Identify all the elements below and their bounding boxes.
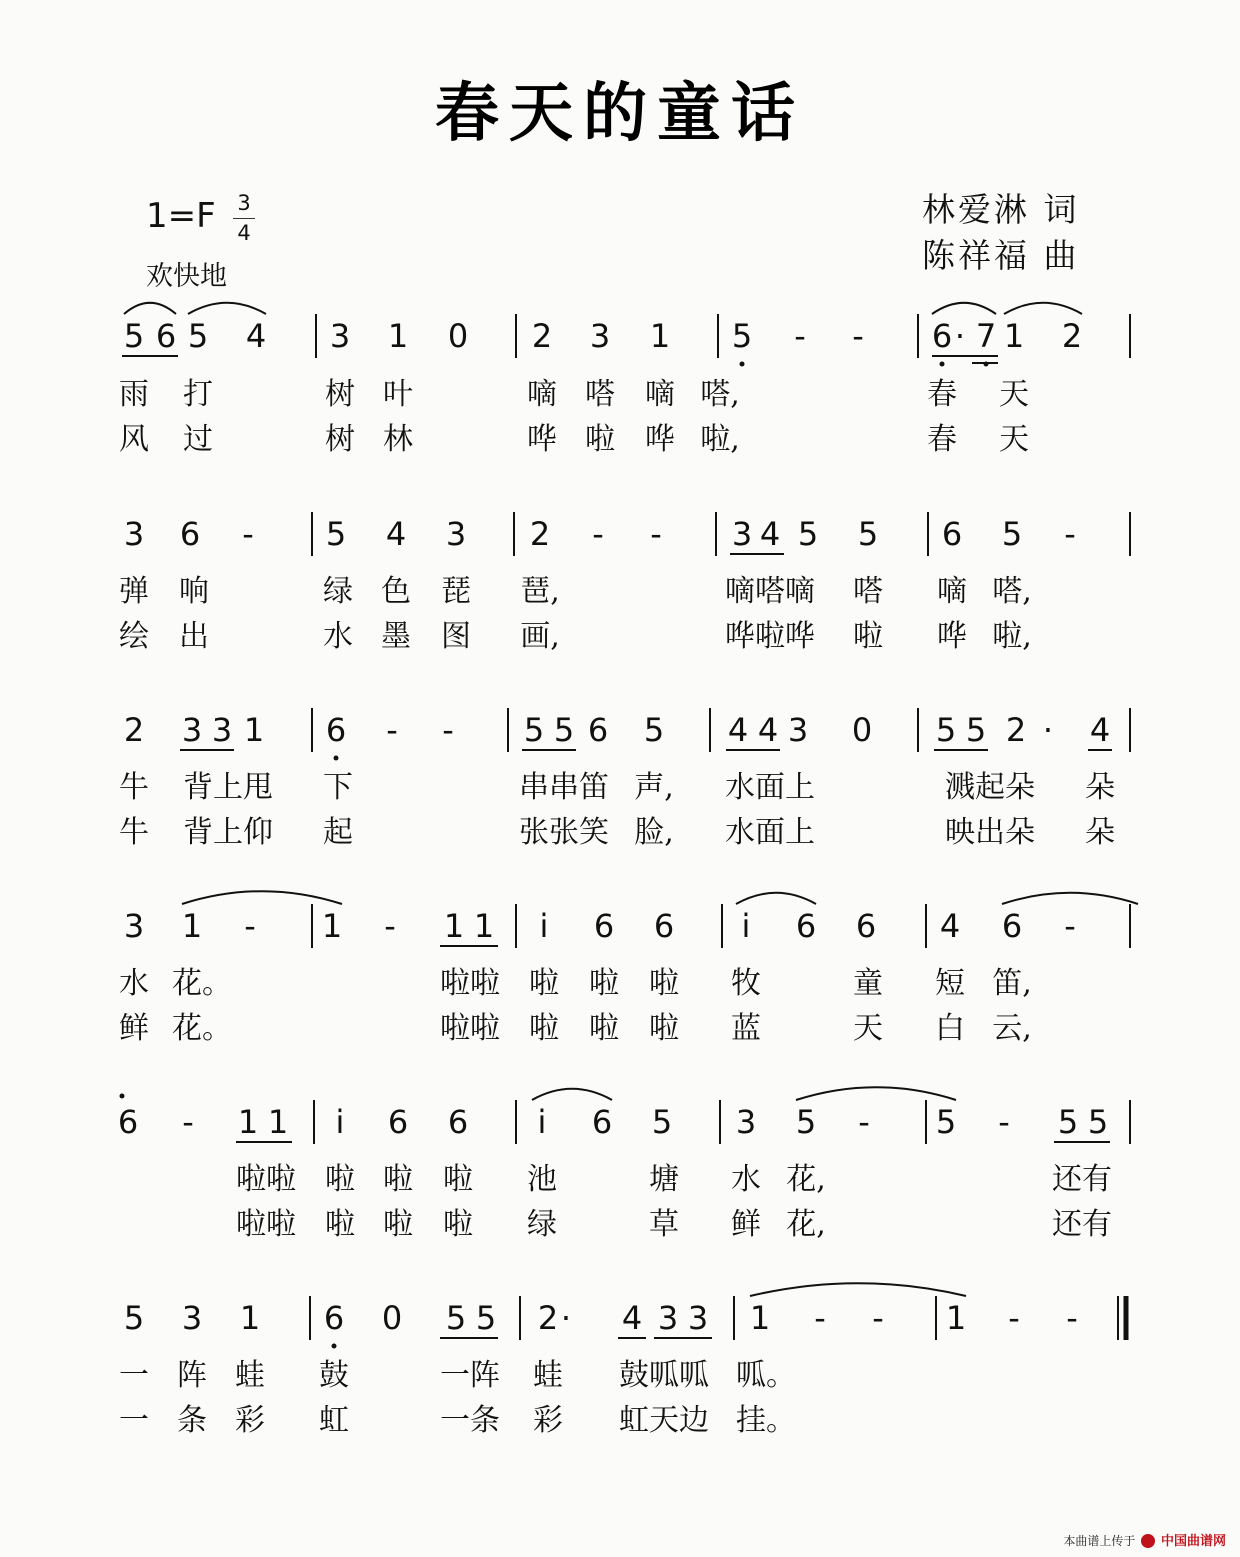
note: i — [537, 1103, 547, 1141]
lyric-verse2: 起 — [323, 815, 353, 850]
lyric-verse1: 春 — [927, 377, 957, 412]
lyric-verse1: 雨 — [119, 377, 149, 412]
lyric-verse2: 过 — [183, 422, 213, 457]
upload-footer — [1063, 1530, 1226, 1549]
note: 5 — [857, 515, 879, 553]
lyric-verse1: 琶, — [520, 574, 560, 609]
note: 3 — [181, 711, 203, 749]
meter-bottom: 4 — [237, 221, 251, 245]
lyric-verse2: 绿 — [527, 1207, 557, 1242]
note: 2 — [1005, 711, 1027, 749]
lyric-verse1: 朵 — [1085, 770, 1115, 805]
note: 5 — [445, 1299, 467, 1337]
lyric-verse1: 啦 — [325, 1162, 355, 1197]
lyric-verse1: 天 — [999, 377, 1029, 412]
lyric-verse2: 水 — [323, 619, 353, 654]
lyric-verse1: 牧 — [731, 966, 761, 1001]
note: - — [244, 907, 256, 945]
note: - — [794, 317, 806, 355]
note: 5 — [797, 515, 819, 553]
note: - — [1066, 1299, 1078, 1337]
note: 1 — [1003, 317, 1025, 355]
low-octave-dot — [740, 362, 745, 367]
note: · — [1042, 711, 1054, 749]
lyric-verse1: 还有 — [1052, 1162, 1112, 1197]
lyric-verse2: 映出朵 — [945, 815, 1035, 850]
note: 3 — [787, 711, 809, 749]
note: 5 — [475, 1299, 497, 1337]
lyric-verse2: 白 — [935, 1011, 965, 1046]
lyric-verse2: 蓝 — [731, 1011, 761, 1046]
lyric-verse1: 啦 — [383, 1162, 413, 1197]
note: 4 — [385, 515, 407, 553]
note: 6 — [323, 1299, 345, 1337]
lyricist-credit: 林爱淋 词 — [922, 190, 1080, 229]
lyric-verse2: 啦 — [325, 1207, 355, 1242]
lyric-verse1: 水面上 — [725, 770, 815, 805]
lyric-verse2: 画, — [520, 619, 560, 654]
note: i — [539, 907, 549, 945]
note: 6 — [1001, 907, 1023, 945]
lyric-verse2: 花。 — [172, 1011, 232, 1046]
note: 3 — [329, 317, 351, 355]
lyric-verse1: 嗒 — [853, 574, 883, 609]
lyric-verse1: 啦 — [529, 966, 559, 1001]
slur — [932, 303, 996, 314]
slur — [1004, 303, 1082, 314]
note: 3 — [123, 515, 145, 553]
lyric-verse2: 云, — [992, 1011, 1032, 1046]
lyric-verse2: 绘 — [119, 619, 149, 654]
note: 5 — [123, 1299, 145, 1337]
lyric-verse2: 啦 — [853, 619, 883, 654]
slur — [736, 893, 816, 904]
note: 2 — [529, 515, 551, 553]
note: 4 — [757, 711, 779, 749]
time-signature — [233, 190, 255, 247]
note: 5 — [123, 317, 145, 355]
note: - — [998, 1103, 1010, 1141]
note: 6 — [155, 317, 177, 355]
note: - — [386, 711, 398, 749]
note: 5 — [935, 1103, 957, 1141]
note: 3 — [657, 1299, 679, 1337]
footer-text: 本曲谱上传于 — [1063, 1534, 1136, 1548]
note: 2 — [1061, 317, 1083, 355]
note: 1 — [243, 711, 265, 749]
lyric-verse2: 鲜 — [731, 1207, 761, 1242]
note: - — [814, 1299, 826, 1337]
composer-credit: 陈祥福 曲 — [922, 236, 1080, 275]
slur — [750, 1283, 966, 1296]
note: 4 — [621, 1299, 643, 1337]
note: 6 — [179, 515, 201, 553]
lyric-verse1: 串串笛 — [519, 770, 609, 805]
note: 1 — [473, 907, 495, 945]
lyric-verse1: 啦啦 — [440, 966, 500, 1001]
lyric-verse2: 哗 — [645, 422, 675, 457]
note: 1 — [181, 907, 203, 945]
lyric-verse1: 阵 — [177, 1358, 207, 1393]
lyric-verse2: 啦, — [992, 619, 1032, 654]
note: 0 — [851, 711, 873, 749]
note: 4 — [939, 907, 961, 945]
note: - — [1008, 1299, 1020, 1337]
lyric-verse1: 绿 — [323, 574, 353, 609]
note: 3 — [445, 515, 467, 553]
note: - — [384, 907, 396, 945]
note: 6 — [447, 1103, 469, 1141]
lyric-verse1: 嗒 — [585, 377, 615, 412]
note: 1 — [749, 1299, 771, 1337]
lyric-verse2: 条 — [177, 1403, 207, 1438]
lyric-verse2: 啦 — [589, 1011, 619, 1046]
slur — [1002, 893, 1138, 904]
note: - — [242, 515, 254, 553]
lyric-verse1: 树 — [325, 377, 355, 412]
lyric-verse2: 天 — [853, 1011, 883, 1046]
lyric-verse2: 啦 — [443, 1207, 473, 1242]
lyric-verse1: 琵 — [441, 574, 471, 609]
lyric-verse1: 打 — [183, 377, 213, 412]
note: 6 — [587, 711, 609, 749]
note: - — [592, 515, 604, 553]
lyric-verse1: 水 — [119, 966, 149, 1001]
note: 1 — [237, 1103, 259, 1141]
lyric-verse2: 啦啦 — [236, 1207, 296, 1242]
note: 3 — [123, 907, 145, 945]
lyric-verse1: 背上甩 — [183, 770, 273, 805]
note: 5 — [1057, 1103, 1079, 1141]
key-signature: 1=F — [146, 196, 216, 236]
lyric-verse2: 啦 — [383, 1207, 413, 1242]
lyric-verse1: 一阵 — [440, 1358, 500, 1393]
lyric-verse2: 朵 — [1085, 815, 1115, 850]
lyric-verse2: 林 — [383, 422, 413, 457]
lyric-verse1: 啦啦 — [236, 1162, 296, 1197]
note: 5 — [651, 1103, 673, 1141]
note: 1 — [443, 907, 465, 945]
lyric-verse1: 弹 — [119, 574, 149, 609]
lyric-verse1: 池 — [527, 1162, 557, 1197]
lyric-verse1: 蛙 — [533, 1358, 563, 1393]
note: 5 — [731, 317, 753, 355]
lyric-verse1: 色 — [381, 574, 411, 609]
note: 5 — [553, 711, 575, 749]
note: - — [852, 317, 864, 355]
note: 5 — [1001, 515, 1023, 553]
lyric-verse1: 笛, — [992, 966, 1032, 1001]
lyric-verse1: 嘀嗒嘀 — [725, 574, 815, 609]
note: 3 — [589, 317, 611, 355]
lyric-verse1: 一 — [119, 1358, 149, 1393]
lyric-verse1: 花, — [786, 1162, 826, 1197]
note: 6 — [795, 907, 817, 945]
note: 4 — [727, 711, 749, 749]
note: 6 — [593, 907, 615, 945]
lyric-verse2: 挂。 — [736, 1403, 796, 1438]
lyric-verse1: 溅起朵 — [945, 770, 1035, 805]
lyric-verse2: 张张笑 — [519, 815, 609, 850]
lyric-verse2: 水面上 — [725, 815, 815, 850]
lyric-verse1: 花。 — [172, 966, 232, 1001]
lyric-verse2: 虹天边 — [619, 1403, 709, 1438]
note: - — [182, 1103, 194, 1141]
note: 6 — [591, 1103, 613, 1141]
note: i — [335, 1103, 345, 1141]
low-octave-dot — [940, 362, 945, 367]
slur — [124, 303, 176, 314]
note: 3 — [735, 1103, 757, 1141]
note: 4 — [1089, 711, 1111, 749]
site-brand: 中国曲谱网 — [1160, 1534, 1226, 1549]
lyric-verse2: 啦 — [585, 422, 615, 457]
lyric-verse2: 脸, — [634, 815, 674, 850]
lyric-verse2: 哗 — [937, 619, 967, 654]
lyric-verse2: 花, — [786, 1207, 826, 1242]
high-octave-dot — [120, 1094, 125, 1099]
tempo-marking: 欢快地 — [146, 261, 227, 292]
lyric-verse2: 彩 — [235, 1403, 265, 1438]
note: 1 — [321, 907, 343, 945]
note: 5 — [325, 515, 347, 553]
song-title: 春天的童话 — [435, 76, 805, 151]
lyric-verse2: 草 — [649, 1207, 679, 1242]
lyric-verse2: 一条 — [440, 1403, 500, 1438]
note: 3 — [731, 515, 753, 553]
slur — [532, 1089, 612, 1100]
lyric-verse2: 一 — [119, 1403, 149, 1438]
note: 5 — [795, 1103, 817, 1141]
note: · — [560, 1299, 572, 1337]
note: 6 — [387, 1103, 409, 1141]
note: - — [442, 711, 454, 749]
lyric-verse2: 图 — [441, 619, 471, 654]
lyric-verse2: 牛 — [119, 815, 149, 850]
low-octave-dot — [984, 362, 989, 367]
note: - — [650, 515, 662, 553]
lyric-verse1: 塘 — [649, 1162, 679, 1197]
lyric-verse1: 啦 — [589, 966, 619, 1001]
lyric-verse1: 啦 — [443, 1162, 473, 1197]
lyric-verse1: 水 — [731, 1162, 761, 1197]
lyric-verse2: 啦 — [529, 1011, 559, 1046]
note: 0 — [381, 1299, 403, 1337]
note: · — [954, 317, 966, 355]
note: 5 — [187, 317, 209, 355]
lyric-verse2: 还有 — [1052, 1207, 1112, 1242]
note: 5 — [523, 711, 545, 749]
note: 1 — [649, 317, 671, 355]
lyric-verse2: 啦啦 — [440, 1011, 500, 1046]
lyric-verse1: 响 — [179, 574, 209, 609]
lyric-verse2: 天 — [999, 422, 1029, 457]
site-logo-icon — [1141, 1534, 1155, 1548]
lyric-verse1: 牛 — [119, 770, 149, 805]
lyric-verse2: 鲜 — [119, 1011, 149, 1046]
lyric-verse2: 虹 — [319, 1403, 349, 1438]
lyric-verse2: 哗啦哗 — [725, 619, 815, 654]
lyric-verse1: 鼓呱呱 — [619, 1358, 709, 1393]
note: 5 — [965, 711, 987, 749]
note: 6 — [941, 515, 963, 553]
note: 6 — [931, 317, 953, 355]
low-octave-dot — [334, 756, 339, 761]
meter-divider — [233, 218, 255, 219]
lyric-verse2: 风 — [119, 422, 149, 457]
note: 1 — [239, 1299, 261, 1337]
lyric-verse2: 哗 — [527, 422, 557, 457]
lyric-verse1: 叶 — [383, 377, 413, 412]
slur — [182, 891, 342, 904]
slur — [188, 303, 266, 314]
lyric-verse2: 啦, — [700, 422, 740, 457]
lyric-verse1: 啦 — [649, 966, 679, 1001]
note: i — [741, 907, 751, 945]
lyric-verse2: 春 — [927, 422, 957, 457]
note: 2 — [531, 317, 553, 355]
note: 6 — [653, 907, 675, 945]
lyric-verse2: 彩 — [533, 1403, 563, 1438]
note: 5 — [643, 711, 665, 749]
lyric-verse2: 出 — [179, 619, 209, 654]
note: 5 — [935, 711, 957, 749]
lyric-verse1: 童 — [853, 966, 883, 1001]
note: 1 — [267, 1103, 289, 1141]
lyric-verse1: 嘀 — [937, 574, 967, 609]
note: 0 — [447, 317, 469, 355]
note: 4 — [245, 317, 267, 355]
note: 3 — [211, 711, 233, 749]
lyric-verse1: 嗒, — [700, 377, 740, 412]
lyric-verse1: 蛙 — [235, 1358, 265, 1393]
note: 7 — [975, 317, 997, 355]
note: - — [858, 1103, 870, 1141]
note: 3 — [181, 1299, 203, 1337]
lyric-verse1: 嘀 — [645, 377, 675, 412]
lyric-verse1: 短 — [935, 966, 965, 1001]
low-octave-dot — [332, 1344, 337, 1349]
note: - — [1064, 907, 1076, 945]
note: 1 — [387, 317, 409, 355]
note: 2 — [537, 1299, 559, 1337]
lyric-verse1: 嗒, — [992, 574, 1032, 609]
note: - — [1064, 515, 1076, 553]
lyric-verse2: 树 — [325, 422, 355, 457]
note: 2 — [123, 711, 145, 749]
note: 3 — [687, 1299, 709, 1337]
lyric-verse1: 鼓 — [319, 1358, 349, 1393]
slur — [796, 1087, 956, 1100]
note: 4 — [759, 515, 781, 553]
note: 1 — [945, 1299, 967, 1337]
lyric-verse1: 嘀 — [527, 377, 557, 412]
lyric-verse2: 啦 — [649, 1011, 679, 1046]
lyric-verse1: 呱。 — [736, 1358, 796, 1393]
meter-top: 3 — [237, 191, 251, 215]
note: 6 — [117, 1103, 139, 1141]
lyric-verse2: 背上仰 — [183, 815, 273, 850]
note: 5 — [1087, 1103, 1109, 1141]
note: - — [872, 1299, 884, 1337]
lyric-verse1: 声, — [634, 770, 674, 805]
lyric-verse2: 墨 — [381, 619, 411, 654]
note: 6 — [325, 711, 347, 749]
note: 6 — [855, 907, 877, 945]
lyric-verse1: 下 — [323, 770, 353, 805]
